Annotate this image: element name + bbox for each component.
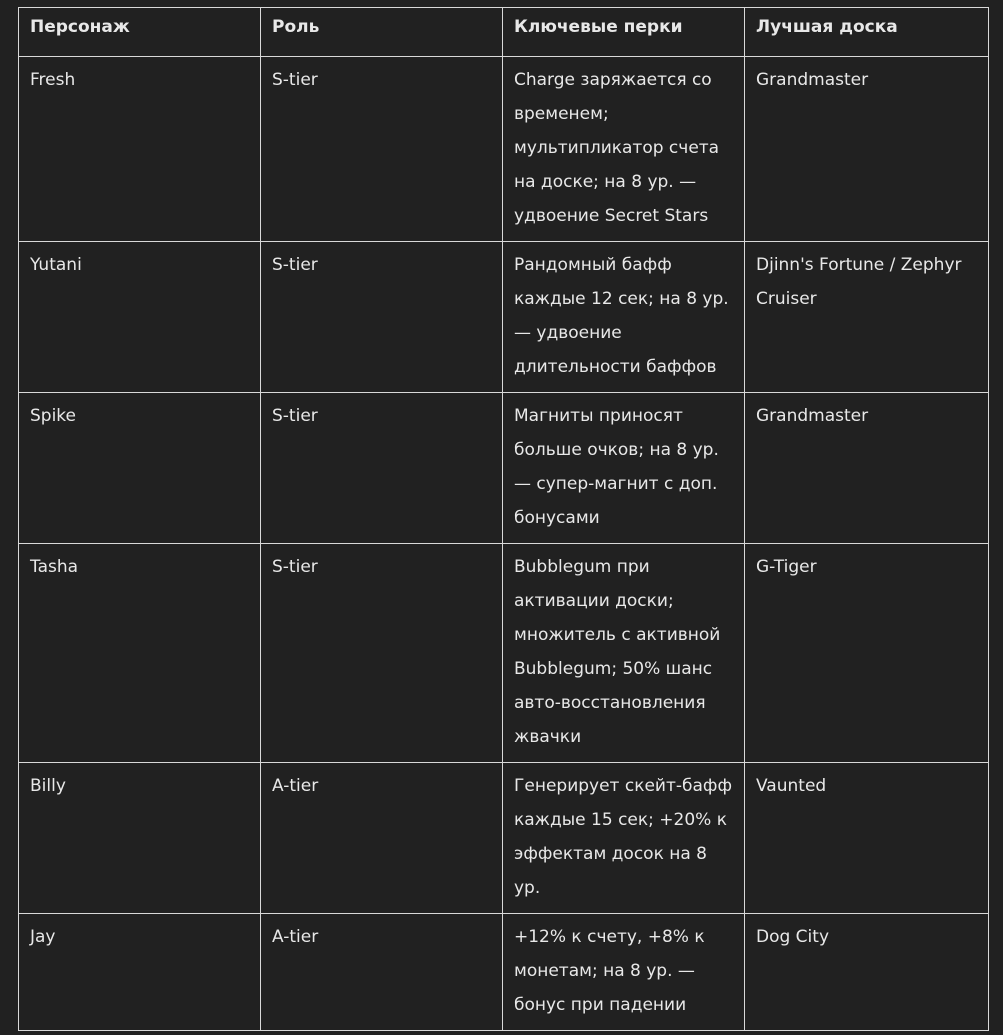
cell-role: A-tier xyxy=(261,763,503,914)
table-row xyxy=(19,914,989,1031)
cell-role: S-tier xyxy=(261,544,503,763)
header-key-perks: Ключевые перки xyxy=(503,8,745,57)
cell-character: Tasha xyxy=(19,544,261,763)
cell-role: S-tier xyxy=(261,393,503,544)
header-role: Роль xyxy=(261,8,503,57)
header-row xyxy=(19,8,989,57)
table-row xyxy=(19,242,989,393)
cell-best-board: G-Tiger xyxy=(745,544,989,763)
cell-best-board: Vaunted xyxy=(745,763,989,914)
cell-key-perks: Bubblegum при активации доски; множитель с активной Bubblegum; 50% шанс авто-восстановления жвачки xyxy=(503,544,745,763)
cell-best-board: Dog City xyxy=(745,914,989,1031)
cell-key-perks: Генерирует скейт-бафф каждые 15 сек; +20% к эффектам досок на 8 ур. xyxy=(503,763,745,914)
cell-character: Jay xyxy=(19,914,261,1031)
table-row xyxy=(19,393,989,544)
table-row xyxy=(19,544,989,763)
cell-role: S-tier xyxy=(261,242,503,393)
header-character: Персонаж xyxy=(19,8,261,57)
cell-best-board: Grandmaster xyxy=(745,57,989,242)
cell-key-perks: Charge заряжается со временем; мультипликатор счета на доске; на 8 ур. — удвоение Secret Stars xyxy=(503,57,745,242)
cell-character: Spike xyxy=(19,393,261,544)
characters-table xyxy=(18,7,989,1031)
cell-best-board: Grandmaster xyxy=(745,393,989,544)
cell-role: S-tier xyxy=(261,57,503,242)
cell-character: Billy xyxy=(19,763,261,914)
table-body xyxy=(19,57,989,1031)
cell-key-perks: +12% к счету, +8% к монетам; на 8 ур. — бонус при падении xyxy=(503,914,745,1031)
table-row xyxy=(19,763,989,914)
cell-key-perks: Магниты приносят больше очков; на 8 ур. — супер-магнит с доп. бонусами xyxy=(503,393,745,544)
cell-best-board: Djinn's Fortune / Zephyr Cruiser xyxy=(745,242,989,393)
cell-role: A-tier xyxy=(261,914,503,1031)
cell-character: Fresh xyxy=(19,57,261,242)
cell-character: Yutani xyxy=(19,242,261,393)
table-header xyxy=(19,8,989,57)
table-row xyxy=(19,57,989,242)
cell-key-perks: Рандомный бафф каждые 12 сек; на 8 ур. — удвоение длительности баффов xyxy=(503,242,745,393)
header-best-board: Лучшая доска xyxy=(745,8,989,57)
